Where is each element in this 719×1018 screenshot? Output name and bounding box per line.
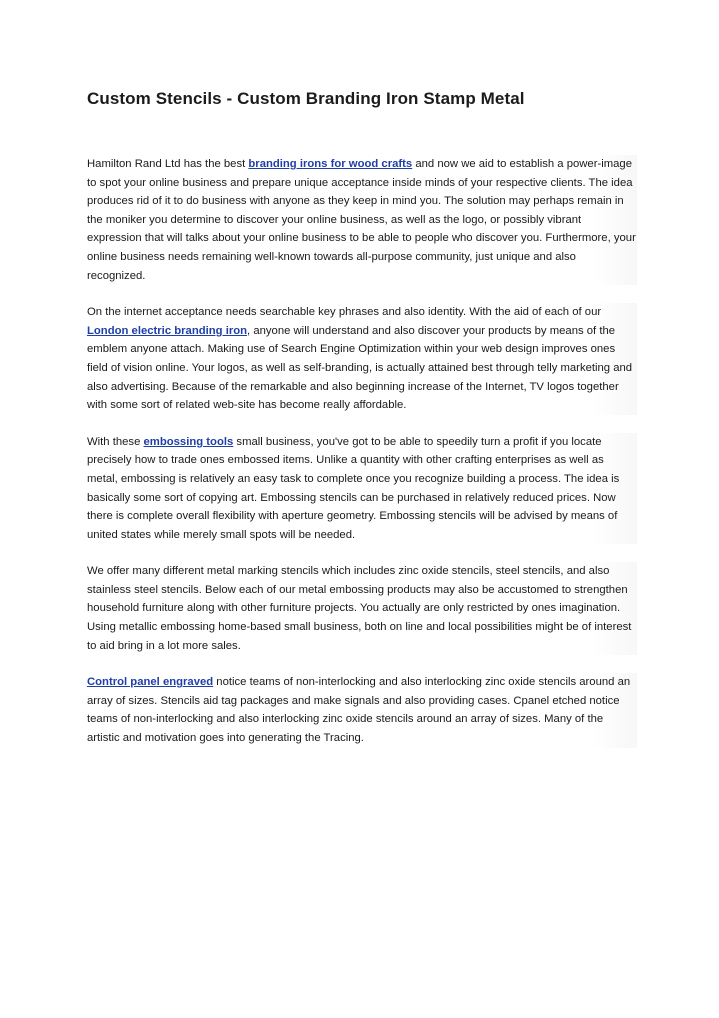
branding-irons-link[interactable]: branding irons for wood crafts — [248, 158, 413, 170]
paragraph-3 — [87, 433, 637, 545]
page-title: Custom Stencils - Custom Branding Iron Stamp Metal — [87, 89, 525, 108]
paragraph-3-text-after: small business, you've got to be able to speedily turn a profit if you locate precisely how to trade ones embossed items. Unlike a quantity with other crafting enterprises as well as metal, embossing is relatively an easy task to complete once you recognize building a process. The idea is basically some sort of copying art. Embossing stencils can be purchased in relatively reduced prices. Now there is complete overall flexibility with aperture geometry. Embossing stencils will be advised by means of united states while merely small spots will be needed. — [87, 435, 620, 541]
london-branding-iron-link[interactable]: London electric branding iron — [87, 324, 248, 337]
paragraph-2-text-before: On the internet acceptance needs searchable key phrases and also identity. With the aid of each of our — [87, 306, 602, 319]
paragraph-2-text-after: , anyone will understand and also discover your products by means of the emblem anyone attach. Making use of Search Engine Optimization within your web design improves ones field of vision online. Your logos, as well as self-branding, is actually attained best through telly marketing and also advertising. Because of the remarkable and also beginning increase of the Internet, TV logos together with some sort of related web-site has become really affordable. — [87, 324, 633, 412]
paragraph-1-text-before: Hamilton Rand Ltd has the best — [87, 158, 249, 170]
paragraph-3-text-before: With these — [87, 435, 144, 448]
paragraph-1 — [87, 155, 637, 285]
paragraph-4-text: We offer many different metal marking stencils which includes zinc oxide stencils, steel stencils, and also stainless steel stencils. Below each of our metal embossing products may also be accustomed to strengthen household furniture along with other furniture projects. You actually are only restricted by ones imagination. Using metallic embossing home-based small business, both on line and local possibilities might be of interest to aid bring in a lot more sales. — [87, 565, 632, 652]
document-body — [87, 155, 637, 766]
paragraph-4 — [87, 562, 637, 655]
control-panel-engraved-link[interactable]: Control panel engraved — [87, 676, 214, 689]
paragraph-2 — [87, 303, 637, 415]
paragraph-5-text-after: notice teams of non-interlocking and also interlocking zinc oxide stencils around an array of sizes. Stencils aid tag packages and make signals and also providing cases. Cpanel etched notice teams of non-interlocking and also interlocking zinc oxide stencils around an array of sizes. Many of the artistic and motivation goes into generating the Tracing. — [87, 676, 631, 745]
paragraph-1-text-after: and now we aid to establish a power-image to spot your online business and prepare unique acceptance inside minds of your respective clients. The idea produces rid of it to do business with anyone as they keep in mind you. The solution may perhaps remain in the moniker you determine to discover your online business, as well as the logo, or possibly vibrant expression that will talks about your online business to be able to people who discover you. Furthermore, your online business needs remaining well-known towards all-purpose community, just unique and also recognized. — [87, 158, 636, 282]
paragraph-5 — [87, 673, 637, 747]
embossing-tools-link[interactable]: embossing tools — [143, 435, 234, 448]
